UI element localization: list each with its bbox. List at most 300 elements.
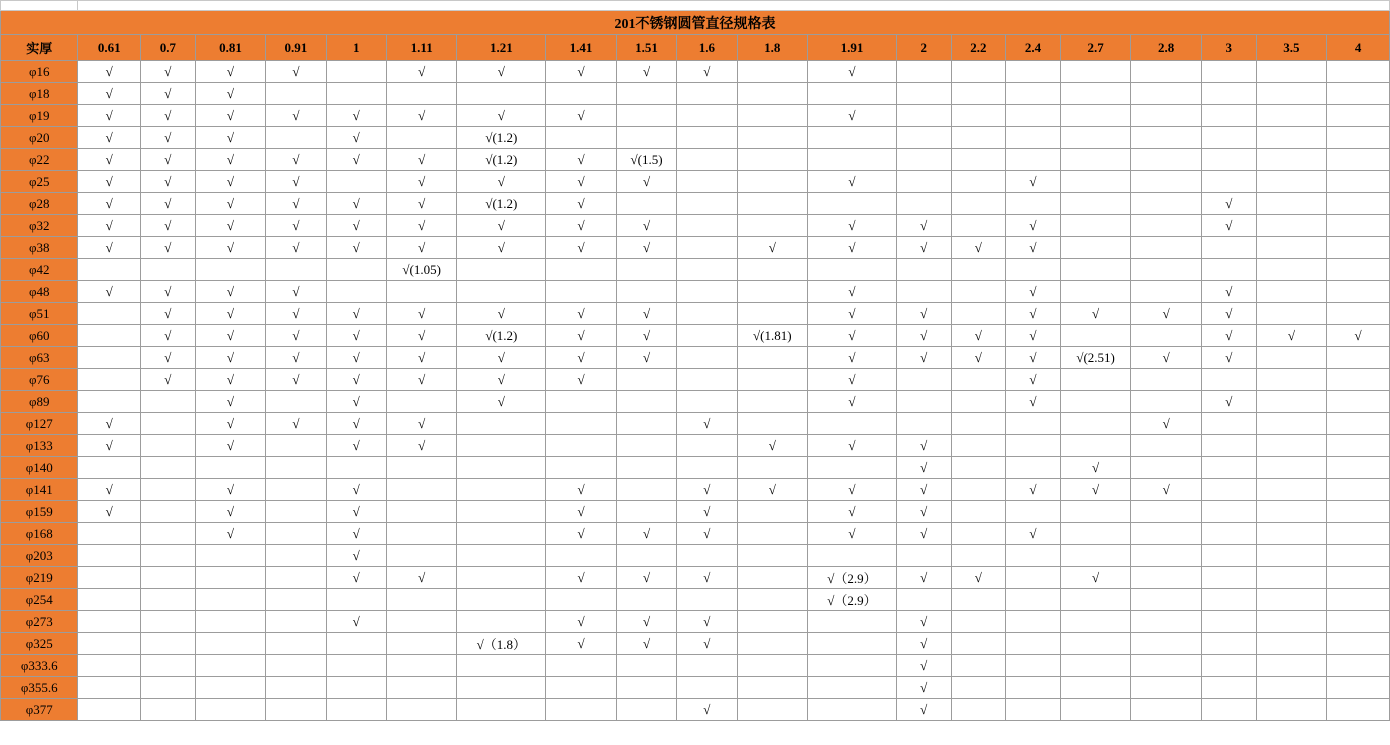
availability-cell-empty [546, 391, 617, 413]
availability-cell-empty [141, 589, 196, 611]
availability-cell-empty [896, 391, 951, 413]
diameter-row-header: φ133 [1, 435, 78, 457]
availability-cell-empty [951, 589, 1006, 611]
diameter-row-header: φ22 [1, 149, 78, 171]
availability-cell-empty [677, 171, 737, 193]
availability-cell-empty [78, 523, 141, 545]
availability-cell-empty [386, 127, 457, 149]
availability-cell-marked: √ [616, 215, 676, 237]
availability-cell-empty [78, 303, 141, 325]
availability-cell-empty [1327, 655, 1390, 677]
availability-cell-marked: √ [1131, 479, 1202, 501]
availability-cell-empty [78, 369, 141, 391]
availability-cell-marked: √ [808, 61, 897, 83]
availability-cell-marked: √ [457, 391, 546, 413]
availability-cell-empty [737, 589, 808, 611]
spacer-cell [1, 1, 78, 11]
availability-cell-empty [78, 699, 141, 721]
availability-cell-marked: √ [195, 61, 266, 83]
table-row [1, 457, 1390, 479]
availability-cell-empty [896, 193, 951, 215]
availability-cell-empty [326, 281, 386, 303]
availability-cell-empty [78, 677, 141, 699]
availability-cell-empty [326, 655, 386, 677]
availability-cell-marked: √ [78, 501, 141, 523]
availability-cell-marked: √ [808, 215, 897, 237]
availability-cell-marked: √ [78, 435, 141, 457]
table-row [1, 413, 1390, 435]
availability-cell-marked: √ [546, 633, 617, 655]
availability-cell-empty [808, 699, 897, 721]
availability-cell-empty [616, 457, 676, 479]
availability-cell-empty [896, 149, 951, 171]
availability-cell-marked: √ [141, 105, 196, 127]
corner-label: 实厚 [1, 35, 78, 61]
availability-cell-marked: √ [1201, 281, 1256, 303]
thickness-column-header: 1.91 [808, 35, 897, 61]
availability-cell-empty [386, 633, 457, 655]
availability-cell-empty [457, 413, 546, 435]
availability-cell-marked: √ [326, 413, 386, 435]
availability-cell-empty [1201, 259, 1256, 281]
availability-cell-marked: √ [195, 523, 266, 545]
availability-cell-empty [1131, 281, 1202, 303]
availability-cell-marked: √(1.5) [616, 149, 676, 171]
table-row [1, 281, 1390, 303]
availability-cell-marked: √ [546, 303, 617, 325]
title-row [1, 11, 1390, 35]
availability-cell-marked: √ [1201, 193, 1256, 215]
availability-cell-empty [546, 545, 617, 567]
availability-cell-marked: √ [326, 545, 386, 567]
availability-cell-empty [677, 369, 737, 391]
spec-table-body [1, 1, 1390, 721]
diameter-row-header: φ48 [1, 281, 78, 303]
thickness-column-header: 0.81 [195, 35, 266, 61]
availability-cell-marked: √ [195, 105, 266, 127]
availability-cell-marked: √ [326, 105, 386, 127]
availability-cell-empty [808, 193, 897, 215]
availability-cell-empty [737, 501, 808, 523]
availability-cell-marked: √ [737, 479, 808, 501]
table-row [1, 545, 1390, 567]
availability-cell-marked: √ [386, 347, 457, 369]
availability-cell-empty [1006, 83, 1061, 105]
availability-cell-empty [457, 655, 546, 677]
diameter-row-header: φ168 [1, 523, 78, 545]
availability-cell-marked: √ [386, 171, 457, 193]
table-row [1, 347, 1390, 369]
thickness-column-header: 1.21 [457, 35, 546, 61]
availability-cell-marked: √ [1201, 215, 1256, 237]
availability-cell-marked: √ [896, 611, 951, 633]
availability-cell-empty [1060, 413, 1131, 435]
availability-cell-empty [1006, 149, 1061, 171]
availability-cell-marked: √ [616, 237, 676, 259]
availability-cell-empty [1006, 127, 1061, 149]
availability-cell-marked: √ [1006, 171, 1061, 193]
availability-cell-marked: √ [141, 171, 196, 193]
availability-cell-empty [951, 699, 1006, 721]
availability-cell-empty [266, 83, 326, 105]
availability-cell-empty [1256, 501, 1327, 523]
availability-cell-marked: √ [386, 435, 457, 457]
availability-cell-empty [141, 633, 196, 655]
availability-cell-marked: √ [896, 237, 951, 259]
table-row [1, 589, 1390, 611]
availability-cell-empty [951, 369, 1006, 391]
availability-cell-empty [546, 699, 617, 721]
availability-cell-empty [616, 655, 676, 677]
availability-cell-marked: √ [1006, 479, 1061, 501]
availability-cell-empty [1006, 611, 1061, 633]
availability-cell-marked: √ [141, 127, 196, 149]
availability-cell-empty [78, 325, 141, 347]
availability-cell-empty [141, 523, 196, 545]
availability-cell-empty [896, 413, 951, 435]
availability-cell-empty [1006, 655, 1061, 677]
availability-cell-empty [1060, 435, 1131, 457]
availability-cell-marked: √ [1006, 237, 1061, 259]
availability-cell-marked: √ [808, 237, 897, 259]
availability-cell-empty [1201, 369, 1256, 391]
availability-cell-marked: √ [457, 215, 546, 237]
availability-cell-marked: √ [141, 83, 196, 105]
availability-cell-marked: √ [326, 149, 386, 171]
availability-cell-empty [1256, 589, 1327, 611]
availability-cell-marked: √ [951, 237, 1006, 259]
availability-cell-marked: √ [326, 567, 386, 589]
availability-cell-marked: √ [195, 215, 266, 237]
availability-cell-marked: √ [808, 391, 897, 413]
availability-cell-marked: √ [141, 369, 196, 391]
availability-cell-marked: √(1.81) [737, 325, 808, 347]
availability-cell-empty [1256, 61, 1327, 83]
availability-cell-marked: √（2.9） [808, 567, 897, 589]
availability-cell-empty [266, 567, 326, 589]
thickness-column-header: 4 [1327, 35, 1390, 61]
availability-cell-empty [78, 633, 141, 655]
diameter-row-header: φ51 [1, 303, 78, 325]
availability-cell-empty [195, 545, 266, 567]
availability-cell-empty [546, 127, 617, 149]
availability-cell-empty [1131, 193, 1202, 215]
availability-cell-empty [195, 567, 266, 589]
availability-cell-empty [1327, 523, 1390, 545]
availability-cell-marked: √ [1006, 391, 1061, 413]
availability-cell-empty [1131, 435, 1202, 457]
availability-cell-empty [1256, 545, 1327, 567]
thickness-column-header: 2.8 [1131, 35, 1202, 61]
availability-cell-marked: √ [386, 105, 457, 127]
availability-cell-empty [677, 347, 737, 369]
availability-cell-empty [677, 149, 737, 171]
thickness-column-header: 1.8 [737, 35, 808, 61]
availability-cell-marked: √ [546, 149, 617, 171]
availability-cell-marked: √ [326, 391, 386, 413]
availability-cell-empty [1131, 567, 1202, 589]
thickness-column-header: 1 [326, 35, 386, 61]
diameter-row-header: φ76 [1, 369, 78, 391]
availability-cell-empty [737, 193, 808, 215]
availability-cell-marked: √(1.2) [457, 325, 546, 347]
availability-cell-marked: √ [78, 237, 141, 259]
availability-cell-empty [1256, 369, 1327, 391]
availability-cell-empty [1131, 171, 1202, 193]
availability-cell-empty [195, 457, 266, 479]
availability-cell-empty [951, 281, 1006, 303]
availability-cell-marked: √ [195, 347, 266, 369]
availability-cell-marked: √ [616, 325, 676, 347]
table-row [1, 611, 1390, 633]
availability-cell-marked: √ [78, 479, 141, 501]
availability-cell-empty [1131, 127, 1202, 149]
thickness-column-header: 2 [896, 35, 951, 61]
availability-cell-empty [546, 655, 617, 677]
availability-cell-empty [1131, 83, 1202, 105]
availability-cell-empty [141, 699, 196, 721]
availability-cell-marked: √ [546, 237, 617, 259]
availability-cell-empty [1256, 193, 1327, 215]
availability-cell-empty [1327, 633, 1390, 655]
availability-cell-empty [677, 259, 737, 281]
availability-cell-marked: √ [1131, 303, 1202, 325]
availability-cell-empty [266, 655, 326, 677]
availability-cell-empty [951, 501, 1006, 523]
availability-cell-empty [951, 303, 1006, 325]
availability-cell-marked: √ [546, 479, 617, 501]
availability-cell-marked: √ [808, 501, 897, 523]
availability-cell-empty [1201, 523, 1256, 545]
availability-cell-empty [737, 523, 808, 545]
availability-cell-empty [1060, 677, 1131, 699]
availability-cell-empty [737, 127, 808, 149]
availability-cell-empty [78, 655, 141, 677]
availability-cell-marked: √ [951, 347, 1006, 369]
availability-cell-empty [616, 589, 676, 611]
availability-cell-empty [1327, 259, 1390, 281]
availability-cell-empty [1256, 215, 1327, 237]
availability-cell-empty [1006, 193, 1061, 215]
table-row [1, 105, 1390, 127]
availability-cell-marked: √ [141, 149, 196, 171]
thickness-column-header: 1.41 [546, 35, 617, 61]
availability-cell-empty [457, 259, 546, 281]
availability-cell-empty [1256, 281, 1327, 303]
diameter-row-header: φ38 [1, 237, 78, 259]
availability-cell-empty [1006, 61, 1061, 83]
availability-cell-empty [195, 259, 266, 281]
availability-cell-empty [677, 215, 737, 237]
availability-cell-empty [1256, 105, 1327, 127]
availability-cell-empty [1256, 127, 1327, 149]
availability-cell-empty [616, 501, 676, 523]
diameter-row-header: φ141 [1, 479, 78, 501]
availability-cell-marked: √ [546, 171, 617, 193]
availability-cell-empty [1327, 611, 1390, 633]
availability-cell-empty [1256, 523, 1327, 545]
availability-cell-empty [546, 281, 617, 303]
availability-cell-empty [808, 413, 897, 435]
availability-cell-empty [1131, 259, 1202, 281]
availability-cell-marked: √ [896, 479, 951, 501]
availability-cell-marked: √ [141, 237, 196, 259]
availability-cell-marked: √ [266, 347, 326, 369]
availability-cell-empty [616, 127, 676, 149]
availability-cell-marked: √ [1060, 457, 1131, 479]
availability-cell-marked: √ [616, 611, 676, 633]
availability-cell-marked: √ [808, 325, 897, 347]
availability-cell-marked: √ [677, 479, 737, 501]
availability-cell-empty [896, 171, 951, 193]
table-row [1, 303, 1390, 325]
availability-cell-marked: √ [266, 237, 326, 259]
availability-cell-empty [546, 83, 617, 105]
availability-cell-empty [195, 633, 266, 655]
availability-cell-marked: √ [266, 413, 326, 435]
availability-cell-empty [1256, 435, 1327, 457]
availability-cell-marked: √ [1006, 303, 1061, 325]
availability-cell-empty [457, 699, 546, 721]
availability-cell-empty [1006, 105, 1061, 127]
diameter-row-header: φ203 [1, 545, 78, 567]
diameter-row-header: φ254 [1, 589, 78, 611]
diameter-row-header: φ273 [1, 611, 78, 633]
availability-cell-empty [1201, 479, 1256, 501]
availability-cell-marked: √ [195, 435, 266, 457]
availability-cell-empty [141, 655, 196, 677]
diameter-row-header: φ18 [1, 83, 78, 105]
availability-cell-empty [616, 413, 676, 435]
table-row [1, 259, 1390, 281]
availability-cell-marked: √ [896, 699, 951, 721]
availability-cell-empty [1131, 655, 1202, 677]
availability-cell-empty [386, 611, 457, 633]
availability-cell-empty [1131, 545, 1202, 567]
availability-cell-marked: √ [616, 567, 676, 589]
availability-cell-marked: √ [195, 193, 266, 215]
availability-cell-marked: √ [386, 237, 457, 259]
availability-cell-empty [1256, 479, 1327, 501]
availability-cell-marked: √ [266, 325, 326, 347]
availability-cell-empty [1256, 611, 1327, 633]
availability-cell-marked: √ [1256, 325, 1327, 347]
availability-cell-empty [457, 545, 546, 567]
availability-cell-marked: √(1.05) [386, 259, 457, 281]
availability-cell-empty [677, 391, 737, 413]
availability-cell-empty [808, 545, 897, 567]
availability-cell-empty [1060, 105, 1131, 127]
availability-cell-marked: √ [616, 303, 676, 325]
availability-cell-empty [546, 589, 617, 611]
availability-cell-empty [457, 435, 546, 457]
availability-cell-empty [457, 479, 546, 501]
table-row [1, 193, 1390, 215]
availability-cell-empty [326, 699, 386, 721]
availability-cell-marked: √ [546, 325, 617, 347]
availability-cell-empty [1201, 655, 1256, 677]
table-row [1, 61, 1390, 83]
availability-cell-empty [326, 633, 386, 655]
availability-cell-empty [616, 545, 676, 567]
availability-cell-empty [546, 457, 617, 479]
availability-cell-empty [266, 127, 326, 149]
availability-cell-empty [951, 545, 1006, 567]
availability-cell-marked: √ [737, 237, 808, 259]
availability-cell-marked: √ [1006, 347, 1061, 369]
availability-cell-marked: √ [546, 501, 617, 523]
availability-cell-empty [457, 523, 546, 545]
availability-cell-empty [677, 127, 737, 149]
availability-cell-empty [1201, 237, 1256, 259]
availability-cell-marked: √ [195, 413, 266, 435]
availability-cell-empty [1131, 369, 1202, 391]
diameter-row-header: φ127 [1, 413, 78, 435]
availability-cell-marked: √ [457, 171, 546, 193]
availability-cell-empty [737, 303, 808, 325]
availability-cell-empty [1060, 325, 1131, 347]
availability-cell-empty [737, 567, 808, 589]
diameter-row-header: φ325 [1, 633, 78, 655]
availability-cell-empty [386, 83, 457, 105]
availability-cell-empty [457, 611, 546, 633]
availability-cell-empty [1201, 545, 1256, 567]
availability-cell-empty [737, 677, 808, 699]
availability-cell-empty [1327, 127, 1390, 149]
availability-cell-empty [386, 391, 457, 413]
availability-cell-empty [951, 127, 1006, 149]
availability-cell-empty [78, 545, 141, 567]
diameter-row-header: φ89 [1, 391, 78, 413]
availability-cell-empty [141, 457, 196, 479]
availability-cell-empty [737, 545, 808, 567]
availability-cell-empty [195, 699, 266, 721]
availability-cell-marked: √ [546, 61, 617, 83]
availability-cell-marked: √ [78, 61, 141, 83]
availability-cell-empty [1327, 589, 1390, 611]
spacer-row [1, 1, 1390, 11]
availability-cell-empty [737, 457, 808, 479]
availability-cell-marked: √ [266, 105, 326, 127]
availability-cell-empty [616, 193, 676, 215]
availability-cell-empty [1327, 413, 1390, 435]
availability-cell-marked: √ [546, 347, 617, 369]
availability-cell-empty [1256, 677, 1327, 699]
availability-cell-marked: √ [386, 413, 457, 435]
availability-cell-marked: √ [326, 369, 386, 391]
availability-cell-empty [677, 303, 737, 325]
availability-cell-empty [1201, 105, 1256, 127]
availability-cell-empty [677, 105, 737, 127]
availability-cell-marked: √ [326, 215, 386, 237]
availability-cell-empty [1131, 149, 1202, 171]
table-header-row [1, 35, 1390, 61]
availability-cell-marked: √ [616, 523, 676, 545]
availability-cell-marked: √ [195, 369, 266, 391]
availability-cell-marked: √ [386, 369, 457, 391]
diameter-row-header: φ28 [1, 193, 78, 215]
availability-cell-marked: √ [808, 303, 897, 325]
availability-cell-empty [951, 479, 1006, 501]
availability-cell-marked: √ [896, 325, 951, 347]
availability-cell-empty [326, 171, 386, 193]
diameter-row-header: φ63 [1, 347, 78, 369]
availability-cell-empty [386, 589, 457, 611]
availability-cell-empty [896, 369, 951, 391]
availability-cell-marked: √ [616, 171, 676, 193]
availability-cell-empty [1256, 457, 1327, 479]
availability-cell-marked: √ [808, 369, 897, 391]
